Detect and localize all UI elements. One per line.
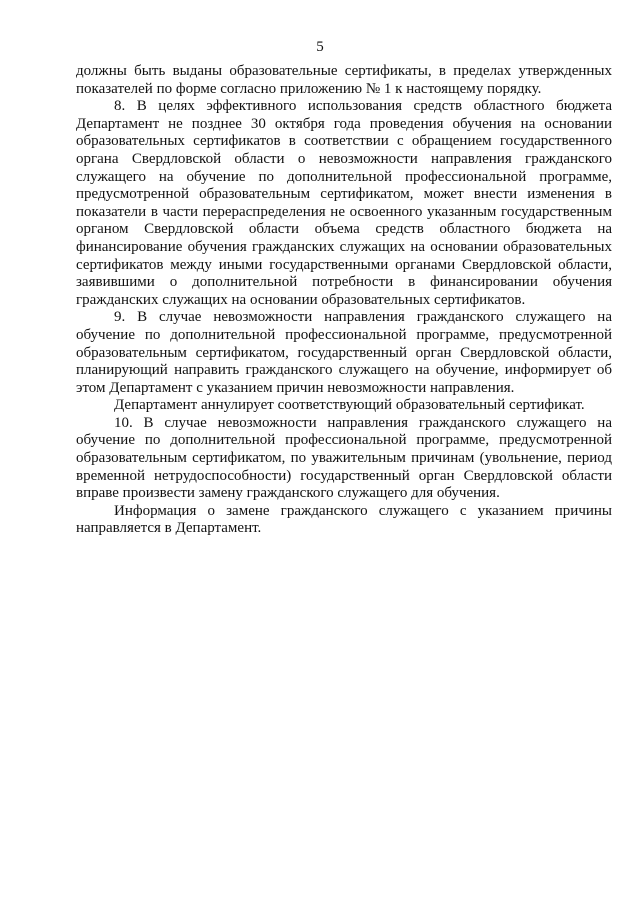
- page-number: 5: [316, 39, 324, 55]
- document-body: [76, 63, 612, 538]
- paragraph-clause-9: 9. В случае невозможности направления гражданского служащего на обучение по дополнительной профессиональной программе, предусмотренной образовательным сертификатом, государственный орган Свердловской области, планирующий направить гражданского служащего на обучение, информирует об этом Департамент с указанием причин невозможности направления.: [76, 309, 612, 396]
- paragraph-clause-10: 10. В случае невозможности направления гражданского служащего на обучение по дополнительной профессиональной программе, предусмотренной образовательным сертификатом, по уважительным причинам (увольнение, период временной нетрудоспособности) государственный орган Свердловской области вправе произвести замену гражданского служащего для обучения.: [76, 414, 612, 502]
- paragraph-replacement-info: Информация о замене гражданского служащего с указанием причины направляется в Департамент.: [76, 502, 612, 537]
- paragraph-certificate-annulment: Департамент аннулирует соответствующий образовательный сертификат.: [114, 397, 585, 414]
- paragraph-continuation: должны быть выданы образовательные сертификаты, в пределах утвержденных показателей по форме согласно приложению № 1 к настоящему порядку.: [76, 63, 612, 97]
- paragraph-clause-8: 8. В целях эффективного использования средств областного бюджета Департамент не позднее 30 октября года проведения обучения на основании образовательных сертификатов в соответствии с обращением государственного органа Свердловской области о невозможности направления гражданского служащего на обучение по дополнительной профессиональной программе, предусмотренной образовательным сертификатом, может внести изменения в показатели в части перераспределения не освоенного указанным государственным органом Свердловской области объема средств областного бюджета на финансирование обучения гражданских служащих на основании образовательных сертификатов между иными государственными органами Свердловской области, заявившими о дополнительной потребности в финансировании обучения гражданских служащих на основании образовательных сертификатов.: [76, 98, 612, 308]
